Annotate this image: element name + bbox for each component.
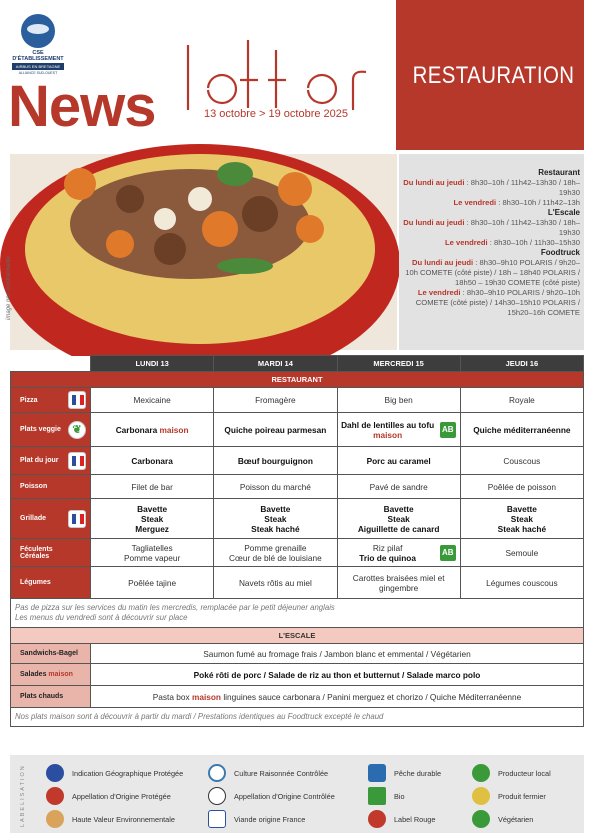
label-aop: Appellation d'Origine Protégée xyxy=(46,787,171,805)
row-label-salades: Salades maison xyxy=(11,664,91,686)
row-label-veggie: Plats veggie ❦ xyxy=(11,413,91,447)
menu-cell: Bavette Steak Steak haché xyxy=(460,499,583,539)
label-bio: Bio xyxy=(368,787,405,805)
bio-icon: AB xyxy=(440,422,456,438)
labels-legend xyxy=(10,755,584,833)
hours-escale-title: L'Escale xyxy=(547,207,580,217)
table-row xyxy=(11,664,584,686)
menu-cell: Pavé de sandre xyxy=(337,475,460,499)
menu-table xyxy=(10,355,584,727)
label-igp: Indication Géographique Protégée xyxy=(46,764,183,782)
hours-foodtruck-title: Foodtruck xyxy=(540,247,580,257)
table-row xyxy=(11,686,584,708)
hours-foodtruck-weekdays: Du lundi au jeudi : 8h30–9h10 POLARIS / 9h20–10h COMETE (côté piste) / 18h – 18h40 POLARIS / 18h50 – 19h30 COMETE (côté piste) xyxy=(405,258,580,288)
menu-cell: Mexicaine xyxy=(91,388,214,413)
newsletter-dates: 13 octobre > 19 octobre 2025 xyxy=(200,108,352,120)
row-label-legumes: Légumes xyxy=(11,567,91,599)
restaurant-note: Pas de pizza sur les services du matin les mercredis, remplacée par le petit déjeuner anglais Les menus du vendredi sont à découvrir sur place xyxy=(11,599,584,628)
globe-icon xyxy=(21,14,55,48)
label-viande-france: Viande origine France xyxy=(208,810,305,828)
table-row xyxy=(11,413,584,447)
menu-cell: Quiche poireau parmesan xyxy=(214,413,337,447)
labels-side-title: LABELISATION xyxy=(20,764,26,827)
viande-france-icon xyxy=(68,391,86,409)
table-row xyxy=(11,644,584,664)
table-row xyxy=(11,567,584,599)
label-rouge-icon xyxy=(368,810,386,828)
day-header-row xyxy=(11,356,584,372)
label-peche-durable: Pêche durable xyxy=(368,764,441,782)
produit-fermier-icon xyxy=(472,787,490,805)
viande-france-icon xyxy=(68,452,86,470)
crc-icon xyxy=(208,764,226,782)
row-label-poisson: Poisson xyxy=(11,475,91,499)
peche-durable-icon xyxy=(368,764,386,782)
vegetarien-icon xyxy=(68,421,86,439)
vegetarien-icon xyxy=(472,810,490,828)
producteur-local-icon xyxy=(472,764,490,782)
label-label-rouge: Label Rouge xyxy=(368,810,435,828)
menu-cell: Bœuf bourguignon xyxy=(214,447,337,475)
menu-cell: Poisson du marché xyxy=(214,475,337,499)
label-producteur-local: Producteur local xyxy=(472,764,551,782)
menu-cell: Bavette Steak Aiguillette de canard xyxy=(337,499,460,539)
menu-cell: Poêlée tajine xyxy=(91,567,214,599)
menu-cell: Pomme grenaille Cœur de blé de louisiane xyxy=(214,539,337,567)
menu-cell: Poêlée de poisson xyxy=(460,475,583,499)
section-restaurant-label: RESTAURANT xyxy=(11,372,584,388)
row-label-plats-chauds: Plats chauds xyxy=(11,686,91,708)
menu-cell: Poké rôti de porc / Salade de riz au thon et butternut / Salade marco polo xyxy=(91,664,584,686)
menu-cell: Big ben xyxy=(337,388,460,413)
section-restaurant xyxy=(11,372,584,388)
row-label-grillade: Grillade xyxy=(11,499,91,539)
logo-line3: ALLIANCE SUD-OUEST xyxy=(18,71,58,76)
menu-cell: Légumes couscous xyxy=(460,567,583,599)
day-header: MERCREDI 15 xyxy=(337,356,460,372)
menu-cell: Royale xyxy=(460,388,583,413)
menu-cell: Navets rôtis au miel xyxy=(214,567,337,599)
day-header: MARDI 14 xyxy=(214,356,337,372)
menu-cell: Porc au caramel xyxy=(337,447,460,475)
bio-icon: AB xyxy=(440,545,456,561)
label-aoc: Appellation d'Origine Contrôlée xyxy=(208,787,335,805)
section-escale-label: L'ESCALE xyxy=(11,628,584,644)
opening-hours xyxy=(399,154,584,350)
row-label-plat-du-jour: Plat du jour xyxy=(11,447,91,475)
table-row xyxy=(11,499,584,539)
newsletter-title-news: News xyxy=(8,74,156,139)
hours-escale-friday: Le vendredi : 8h30–10h / 11h30–15h30 xyxy=(445,238,580,248)
row-label-feculents: Féculents Céréales xyxy=(11,539,91,567)
section-escale xyxy=(11,628,584,644)
hours-escale-weekdays: Du lundi au jeudi : 8h30–10h / 11h42–13h30 / 18h–19h30 xyxy=(403,218,580,238)
table-row xyxy=(11,388,584,413)
menu-cell: Filet de bar xyxy=(91,475,214,499)
menu-cell: Carottes braisées miel et gingembre xyxy=(337,567,460,599)
table-row xyxy=(11,447,584,475)
label-crc: Culture Raisonnée Contrôlée xyxy=(208,764,328,782)
label-vegetarien: Végétarien xyxy=(472,810,533,828)
menu-cell: Bavette Steak Merguez xyxy=(91,499,214,539)
header-blank xyxy=(11,356,91,372)
menu-cell: Carbonara xyxy=(91,447,214,475)
row-label-pizza: Pizza xyxy=(11,388,91,413)
menu-cell: Saumon fumé au fromage frais / Jambon blanc et emmental / Végétarien xyxy=(91,644,584,664)
menu-cell: Semoule xyxy=(460,539,583,567)
hours-restaurant-title: Restaurant xyxy=(538,168,580,177)
aoc-icon xyxy=(208,787,226,805)
menu-cell: Pasta box maison linguines sauce carbonara / Panini merguez et chorizo / Quiche Méditerranéenne xyxy=(91,686,584,708)
hours-foodtruck-friday: Le vendredi : 8h30–9h10 POLARIS / 9h20–10h COMETE (côté piste) / 14h30–15h10 POLARIS / 15h20–16h COMETE xyxy=(415,287,580,317)
label-hve: Haute Valeur Environnementale xyxy=(46,810,175,828)
section-banner xyxy=(396,0,584,150)
menu-cell: Couscous xyxy=(460,447,583,475)
table-row xyxy=(11,539,584,567)
section-title: RESTAURATION xyxy=(412,62,574,89)
couscous-photo xyxy=(6,154,397,350)
couscous-illustration xyxy=(10,154,397,350)
hours-restaurant-friday: Le vendredi : 8h30–10h / 11h42–13h xyxy=(453,198,580,208)
escale-note: Nos plats maison sont à découvrir à partir du mardi / Prestations identiques au Foodtruck excepté le chaud xyxy=(11,708,584,727)
menu-cell: Carbonara maison xyxy=(91,413,214,447)
label-produit-fermier: Produit fermier xyxy=(472,787,546,805)
logo-line2: AIRBUS EN BRETAGNE xyxy=(12,63,64,70)
day-header: JEUDI 16 xyxy=(460,356,583,372)
viande-france-icon xyxy=(68,510,86,528)
table-row xyxy=(11,475,584,499)
cse-logo xyxy=(12,14,64,75)
menu-cell: Riz pilaf Trio de quinoa AB xyxy=(337,539,460,567)
restaurant-note-row xyxy=(11,599,584,628)
day-header: LUNDI 13 xyxy=(91,356,214,372)
logo-line1: CSE D'ÉTABLISSEMENT xyxy=(12,50,64,63)
row-label-sandwichs: Sandwichs-Bagel xyxy=(11,644,91,664)
menu-cell: Quiche méditerranéenne xyxy=(460,413,583,447)
bio-icon xyxy=(368,787,386,805)
aop-icon xyxy=(46,787,64,805)
menu-cell: Tagliatelles Pomme vapeur xyxy=(91,539,214,567)
hve-icon xyxy=(46,810,64,828)
igp-icon xyxy=(46,764,64,782)
photo-credit: image non contractuelle xyxy=(6,256,12,320)
escale-note-row xyxy=(11,708,584,727)
hours-restaurant-weekdays: Du lundi au jeudi : 8h30–10h / 11h42–13h30 / 18h–19h30 xyxy=(403,178,580,198)
viande-france-icon xyxy=(208,810,226,828)
menu-cell: Fromagère xyxy=(214,388,337,413)
menu-cell: Bavette Steak Steak haché xyxy=(214,499,337,539)
menu-cell: Dahl de lentilles au tofu maison AB xyxy=(337,413,460,447)
